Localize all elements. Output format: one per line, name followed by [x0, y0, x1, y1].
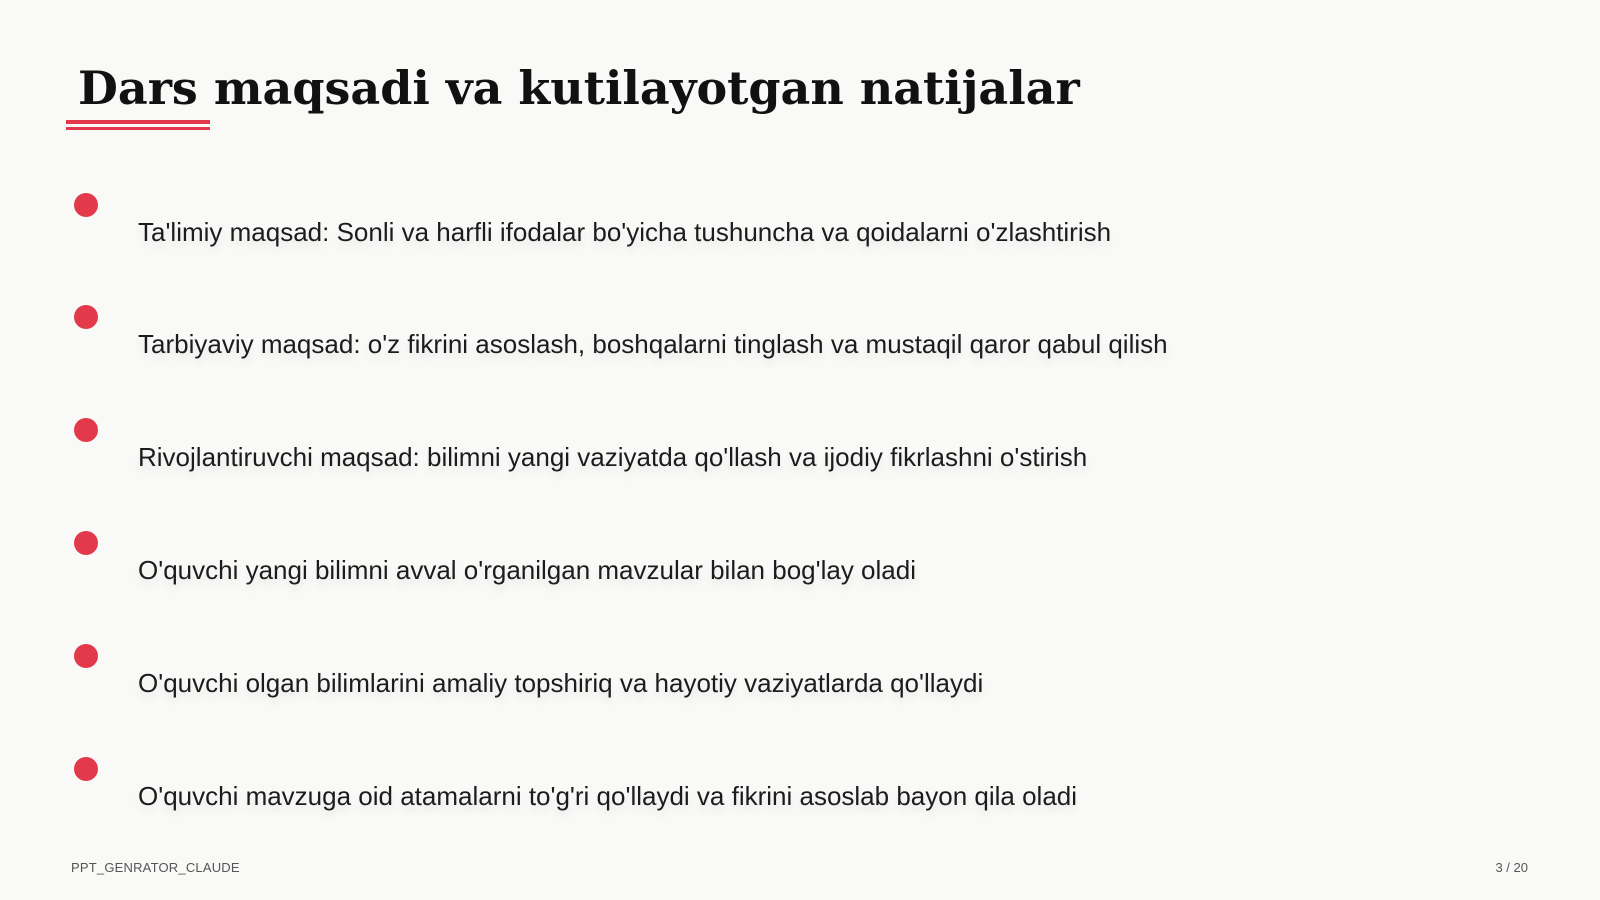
bullet-item — [72, 193, 1472, 273]
bullet-text: Ta'limiy maqsad: Sonli va harfli ifodalar bo'yicha tushuncha va qoidalarni o'zlashtirish — [138, 217, 1112, 247]
bullet-item — [72, 305, 1472, 385]
bullet-text: Tarbiyaviy maqsad: o'z fikrini asoslash, boshqalarni tinglash va mustaqil qaror qabul qilish — [138, 329, 1168, 359]
page-indicator: 3 / 20 — [1495, 860, 1528, 875]
bullet-dot-icon — [74, 305, 98, 329]
footer-source-label: PPT_GENRATOR_CLAUDE — [71, 860, 240, 875]
bullet-dot-icon — [74, 757, 98, 781]
bullet-text: Rivojlantiruvchi maqsad: bilimni yangi vaziyatda qo'llash va ijodiy fikrlashni o'stirish — [138, 442, 1088, 472]
bullet-item — [72, 418, 1472, 498]
bullet-dot-icon — [74, 418, 98, 442]
slide-title: Dars maqsadi va kutilayotgan natijalar — [78, 61, 1080, 115]
bullet-dot-icon — [74, 531, 98, 555]
bullet-text: O'quvchi yangi bilimni avval o'rganilgan mavzular bilan bog'lay oladi — [138, 555, 916, 585]
bullet-text: O'quvchi olgan bilimlarini amaliy topshiriq va hayotiy vaziyatlarda qo'llaydi — [138, 668, 984, 698]
bullet-item — [72, 531, 1472, 611]
bullet-item — [72, 644, 1472, 724]
bullet-text: O'quvchi mavzuga oid atamalarni to'g'ri qo'llaydi va fikrini asoslab bayon qila oladi — [138, 781, 1078, 811]
bullet-dot-icon — [74, 193, 98, 217]
bullet-dot-icon — [74, 644, 98, 668]
bullet-item — [72, 757, 1472, 837]
